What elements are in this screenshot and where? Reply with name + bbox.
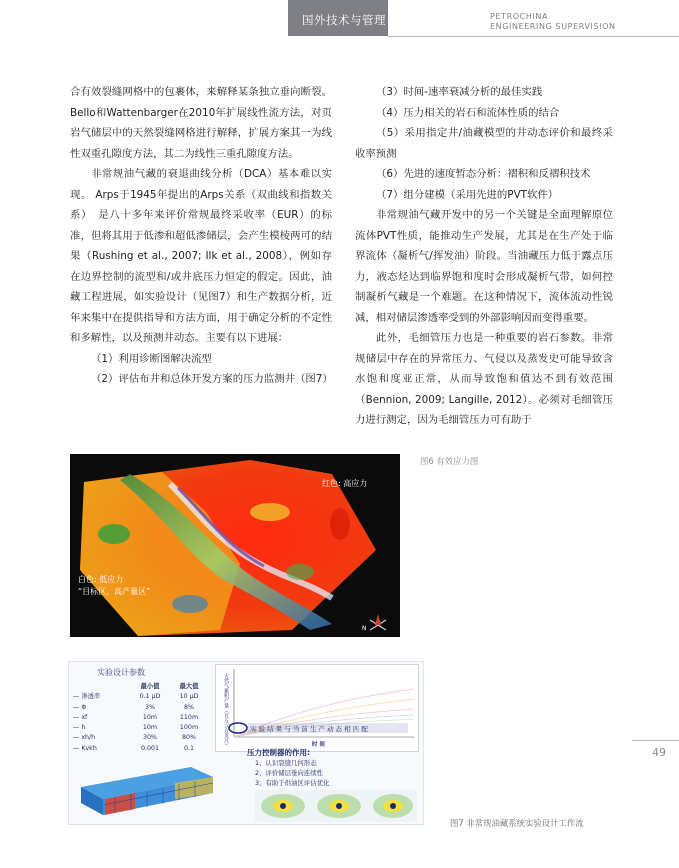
controller-item: 1、认识裂缝几何形态	[255, 759, 317, 767]
params-row	[73, 703, 209, 713]
compass-icon	[362, 614, 386, 632]
compass-north-label: N	[362, 625, 367, 632]
cumulative-gas-chart	[215, 664, 419, 752]
list-item: （4）压力相关的岩石和流体性质的结合	[376, 106, 560, 119]
paragraph: 非常规油气藏开发中的另一个关键是全面理解原位流体PVT性质，能推动生产发展，尤其是在生产处于临界流体（凝析气/挥发油）阶段。当油藏压力低于露点压力，液态烃达到临界饱和度时会形成凝析气带，如何控制凝析气藏是一个难题。在这种情况下，流体流动性锐减，相对储层渗透率受到的外部影响因而变得重要。	[355, 209, 613, 324]
figure7-caption: 图7 非常规油藏系统实验设计工作流	[450, 818, 584, 828]
params-row	[73, 733, 209, 743]
paragraph: 非常规油气藏的衰退曲线分析（DCA）基本难以实现。 Arps于1945年提出的Arps关系（双曲线和指数关系） 是八十多年来评价常规最终采收率（EUR）的标准，但将其用于低渗和超低渗储层，会产生模棱两可的结果（Rushing et al., 2007; Ilk et al., 2008），例如存在边界控制的流型和/或井底压力恒定的假定。因此，油藏工程进展，如实验设计（见图7）和生产数据分析，近年来集中在提供指导和方法方面，用于确定分析的不定性和多解性，以及预测井动态。主要有以下进展：	[70, 168, 332, 344]
list-item: （7）组分建模（采用先进的PVT软件）	[376, 188, 559, 201]
param-min: 10m	[142, 724, 158, 732]
list-item: （3）时间-速率衰减分析的最佳实践	[376, 86, 543, 98]
left-column	[70, 82, 332, 390]
figure6-caption: 图6 有效应力图	[420, 456, 479, 466]
page-number-rule	[632, 740, 679, 741]
experimental-design-figure	[68, 661, 424, 825]
journal-name	[490, 12, 616, 32]
chart-x-axis-label: 时 间	[312, 742, 325, 748]
params-title: 实验设计参数	[97, 668, 145, 677]
chart-y-axis-label: 天然气累积产量（百万立方英尺）	[223, 673, 229, 748]
param-name: — xf	[73, 713, 88, 721]
params-row	[73, 692, 209, 702]
params-row	[73, 744, 209, 754]
low-stress-label: 白色: 低应力	[78, 575, 124, 584]
param-name: — xh/h	[73, 734, 96, 742]
param-name: — 渗透率	[73, 693, 101, 701]
param-max: 80%	[182, 734, 196, 742]
params-table	[73, 682, 209, 754]
chart-annotation: 实 验 结 果 与 当 前 生 产 动 态 相 匹 配	[250, 725, 368, 733]
params-header-cell	[73, 682, 131, 692]
controller-item: 2、评价储层垂向连续性	[255, 768, 323, 777]
param-name: — Φ	[73, 703, 87, 711]
controller-list	[255, 759, 329, 788]
param-min: 0.001	[140, 744, 160, 752]
params-row	[73, 723, 209, 733]
param-max: 0.1	[183, 744, 194, 752]
list-item: （6）先进的速度暂态分析：褶积和反褶积技术	[376, 168, 591, 180]
param-min: 0.1 μD	[139, 693, 161, 701]
param-max: 10 μD	[179, 693, 199, 701]
param-min: 10m	[142, 713, 158, 721]
pressure-monitor-wells-image	[255, 790, 417, 822]
journal-name-line2: ENGINEERING SUPERVISION	[490, 22, 616, 31]
params-header-row	[73, 682, 209, 692]
list-item: （2）评估布井和总体开发方案的压力监测井（图7）	[91, 373, 333, 385]
list-item: （1）利用诊断图解决流型	[91, 352, 212, 365]
reservoir-grid-model-image	[75, 765, 217, 817]
param-min: 30%	[143, 734, 157, 742]
param-name: — h	[73, 724, 86, 732]
param-min: 3%	[145, 703, 155, 711]
cumulative-gas-curves	[216, 665, 418, 751]
section-header	[288, 0, 388, 36]
param-max: 100m	[179, 724, 199, 732]
right-column	[355, 82, 613, 431]
params-row	[73, 713, 209, 723]
target-zone-label: “目标区，高产量区”	[78, 587, 151, 596]
header-rule	[388, 36, 679, 37]
section-title: 国外技术与管理	[302, 13, 386, 27]
param-name: — Kvkh	[73, 744, 97, 752]
list-item: （5）采用指定井/油藏模型的井动态评价和最终采收率预测	[355, 127, 613, 160]
paragraph: 此外，毛细管压力也是一种重要的岩石参数。非常规储层中存在的异常压力、气侵以及蒸发史可能导致含水饱和度亚正常，从而导致饱和值达不到有效范围（Bennion, 2009; Langille, 2012）。必须对毛细管压力进行测定，因为毛细管压力可有助于	[355, 332, 613, 426]
param-max: 8%	[184, 703, 194, 711]
page-number: 49	[652, 746, 666, 759]
param-max: 110m	[179, 713, 199, 721]
journal-name-line1: PETROCHINA	[490, 12, 549, 21]
paragraph: 合有效裂缝网格中的包裹体，来解释某条独立垂向断裂。Bello和Wattenbarger在2010年扩展线性流方法，对页岩气储层中的天然裂缝网格进行解释，扩展方案其一为线性双重孔隙度方法，其二为线性三重孔隙度方法。	[70, 86, 332, 160]
params-header-cell: 最大值	[179, 683, 199, 690]
high-stress-label: 红色: 高应力	[322, 479, 368, 488]
controller-item: 3、有助于供油区评估优化	[255, 778, 330, 787]
effective-stress-map	[70, 454, 400, 637]
controller-title: 压力控制器的作用:	[247, 748, 310, 757]
params-header-cell: 最小值	[140, 683, 160, 690]
